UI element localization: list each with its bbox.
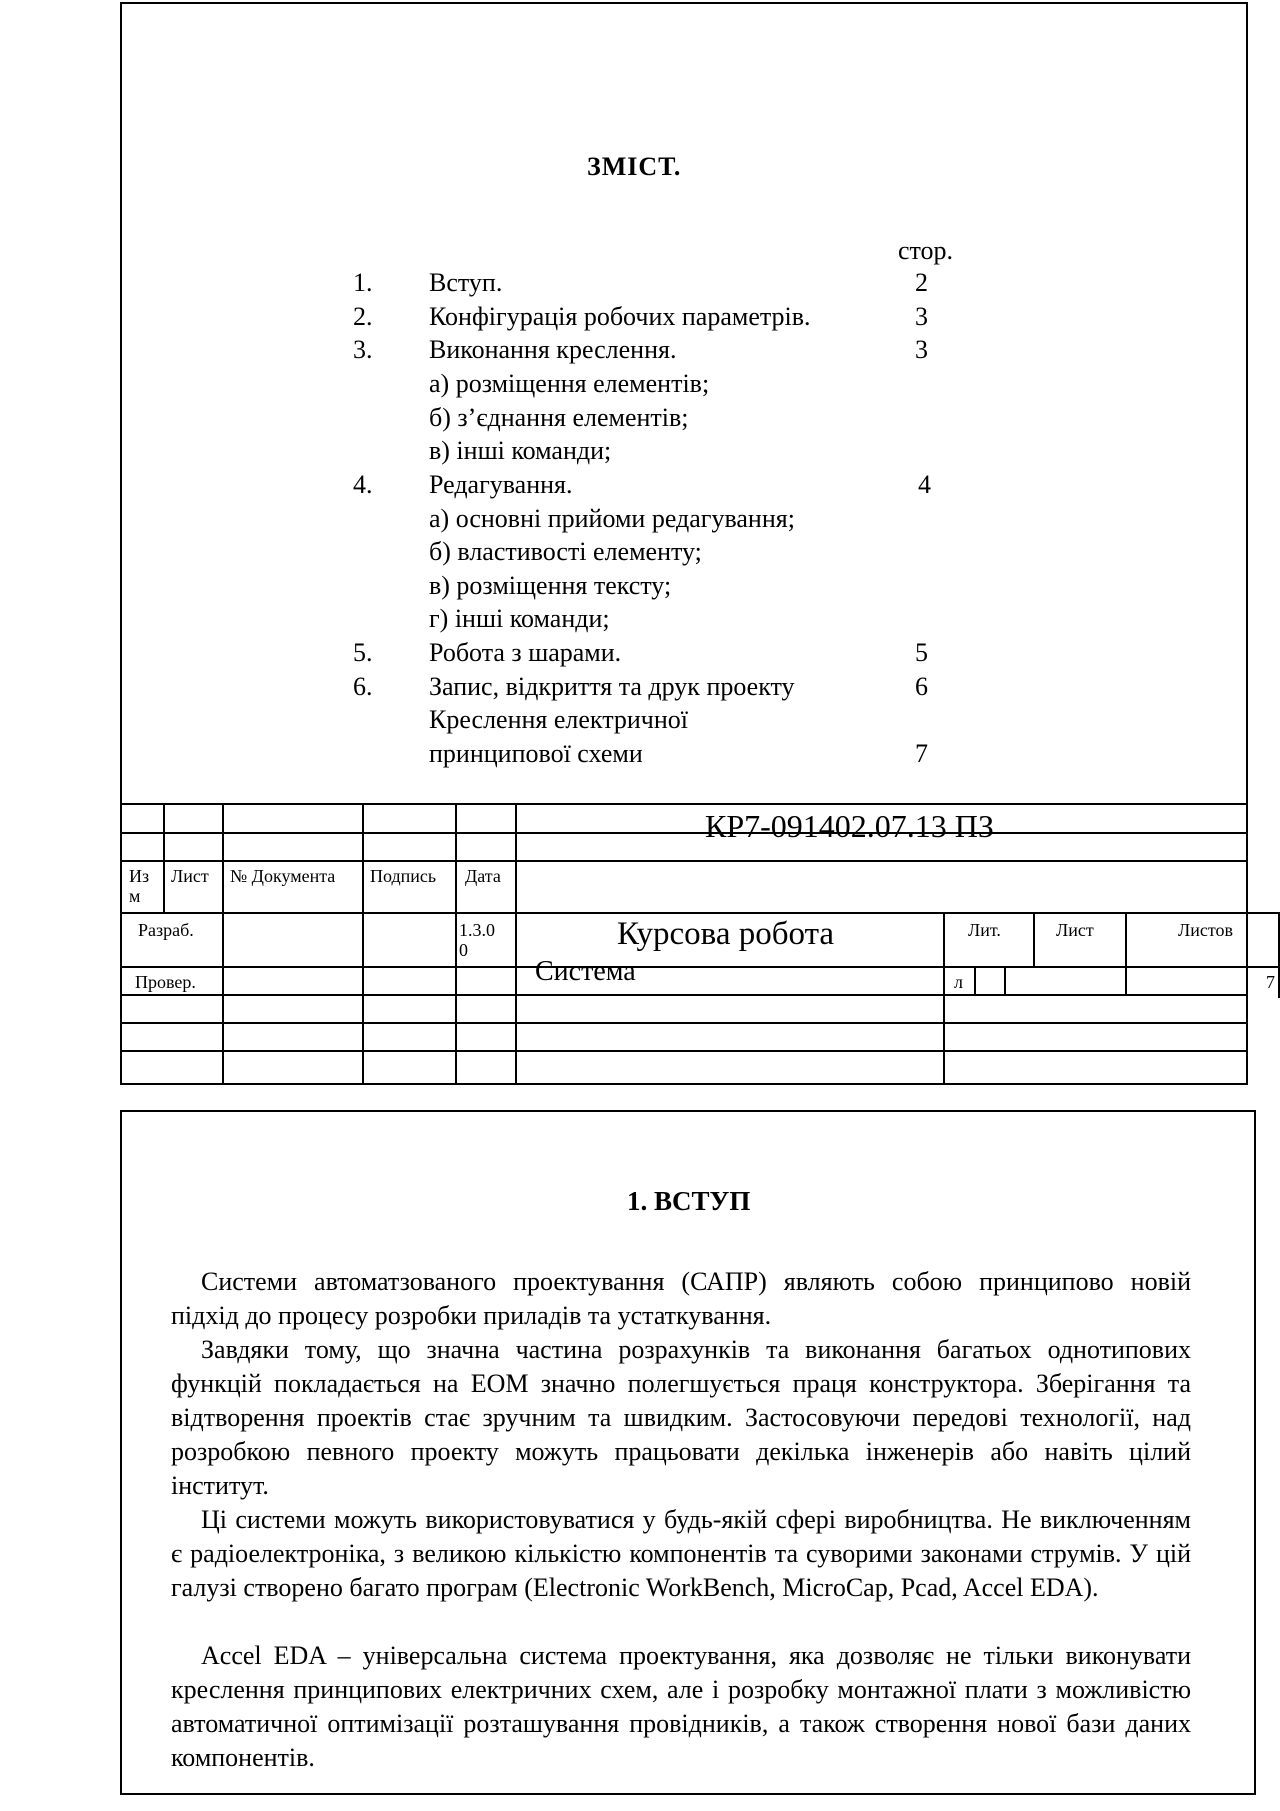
stamp-col-document: № Документа [230, 866, 336, 886]
work-subtitle: Система [535, 956, 636, 987]
toc-row-text: Запис, відкриття та друк проекту [429, 672, 795, 701]
toc-row-page: 6 [915, 672, 928, 701]
toc-row-text: Робота з шарами. [429, 638, 622, 667]
stamp-row-developer: Разраб. [138, 920, 194, 940]
toc-row-page: 7 [915, 739, 928, 768]
intro-paragraph: Accel EDA – універсальна система проектування, яка дозволяє не тільки виконувати креслення принципових електричних схем, але і розробку монтажної плати з можливістю автоматичної оптимізації розташування провідників, а також створення нової бази даних компонентів. [171, 1641, 1191, 1772]
intro-paragraph: Системи автоматзованого проектування (САПР) являють собою принципово новій підхід до процесу розробки приладів та устаткування. [171, 1267, 1191, 1330]
intro-paragraph: Ці системи можуть використовуватися у будь-якій сфері виробництва. Не виключенням є радіоелектроніка, з великою кількістю компонентів та суворими законами струмів. У цій галузі створено багато програм (Electronic WorkBench, MicroCap, Pcad, Accel EDA). [171, 1505, 1191, 1602]
stamp-line [362, 803, 364, 1083]
stamp-line [120, 994, 1248, 996]
toc-row-page: 3 [915, 302, 928, 331]
toc-row-number: 3. [353, 335, 373, 364]
stamp-line [120, 1050, 1248, 1052]
stamp-line [120, 966, 1280, 968]
toc-row-number: 6. [353, 672, 373, 701]
stamp-line [515, 803, 517, 1083]
stamp-col-sheets: Листов [1178, 920, 1233, 940]
stamp-line [120, 832, 1248, 834]
intro-paragraph: Завдяки тому, що значна частина розрахунків та виконання багатьох однотипових функцій покладається на ЕОМ значно полегшується праця конструктора. Зберігання та відтворення проектів стає зручним та швидким. Застосовуючи передові технології, над розробкою певного проекту можуть працьовати декілька інженерів або навіть цілий інститут. [171, 1335, 1191, 1500]
toc-row-number: 5. [353, 638, 373, 667]
toc-row-text: г) інші команди; [429, 604, 610, 633]
stamp-lit-value: л [954, 972, 963, 992]
stamp-row-checker: Провер. [135, 972, 196, 992]
toc-title: ЗМІСТ. [587, 152, 682, 181]
toc-row-page: 3 [915, 335, 928, 364]
stamp-line [1033, 912, 1035, 966]
toc-row-page: 4 [918, 470, 931, 499]
stamp-line [222, 803, 224, 1083]
toc-row-text: а) основні прийоми редагування; [429, 504, 795, 533]
toc-row-text: б) властивості елементу; [429, 537, 702, 566]
toc-row-text: б) з’єднання елементів; [429, 403, 689, 432]
intro-title: 1. ВСТУП [627, 1186, 751, 1216]
toc-row-text: Конфігурація робочих параметрів. [429, 302, 811, 331]
stamp-col-date: Дата [465, 866, 501, 886]
toc-row-text: Виконання креслення. [429, 335, 677, 364]
stamp-line [120, 1022, 1248, 1024]
stamp-line [1125, 912, 1127, 994]
work-title: Курсова робота [617, 916, 835, 952]
stamp-col-izm: Из м [129, 866, 150, 906]
stamp-developer-date: 1.3.0 0 [459, 920, 495, 960]
toc-row-number: 2. [353, 302, 373, 331]
stamp-col-signature: Подпись [370, 866, 437, 886]
toc-row-number: 1. [353, 268, 373, 297]
toc-row-text: принципової схеми [429, 739, 643, 768]
toc-row-text: Редагування. [429, 470, 573, 499]
toc-row-text: Креслення електричної [429, 705, 689, 734]
stamp-line [163, 803, 165, 913]
toc-row-text: а) розміщення елементів; [429, 369, 710, 398]
stamp-col-lit: Лит. [968, 920, 1001, 940]
document-code: КР7-091402.07.13 ПЗ [705, 808, 994, 844]
stamp-sheets-value: 7 [1266, 972, 1275, 992]
toc-row-text: Вступ. [429, 268, 503, 297]
stamp-col-sheet: Лист [1056, 920, 1094, 940]
toc-page-column-header: стор. [898, 236, 954, 265]
stamp-line [455, 803, 457, 1083]
stamp-line [120, 803, 1248, 805]
stamp-line [120, 912, 1280, 914]
toc-row-page: 5 [915, 638, 928, 667]
stamp-line [120, 860, 1248, 862]
stamp-col-list: Лист [171, 866, 209, 886]
toc-row-page: 2 [915, 268, 928, 297]
toc-row-text: в) інші команди; [429, 436, 612, 465]
stamp-line [1004, 966, 1006, 994]
stamp-line [974, 966, 976, 994]
stamp-line [943, 912, 945, 1083]
toc-row-number: 4. [353, 470, 373, 499]
toc-row-text: в) розміщення тексту; [429, 571, 672, 600]
